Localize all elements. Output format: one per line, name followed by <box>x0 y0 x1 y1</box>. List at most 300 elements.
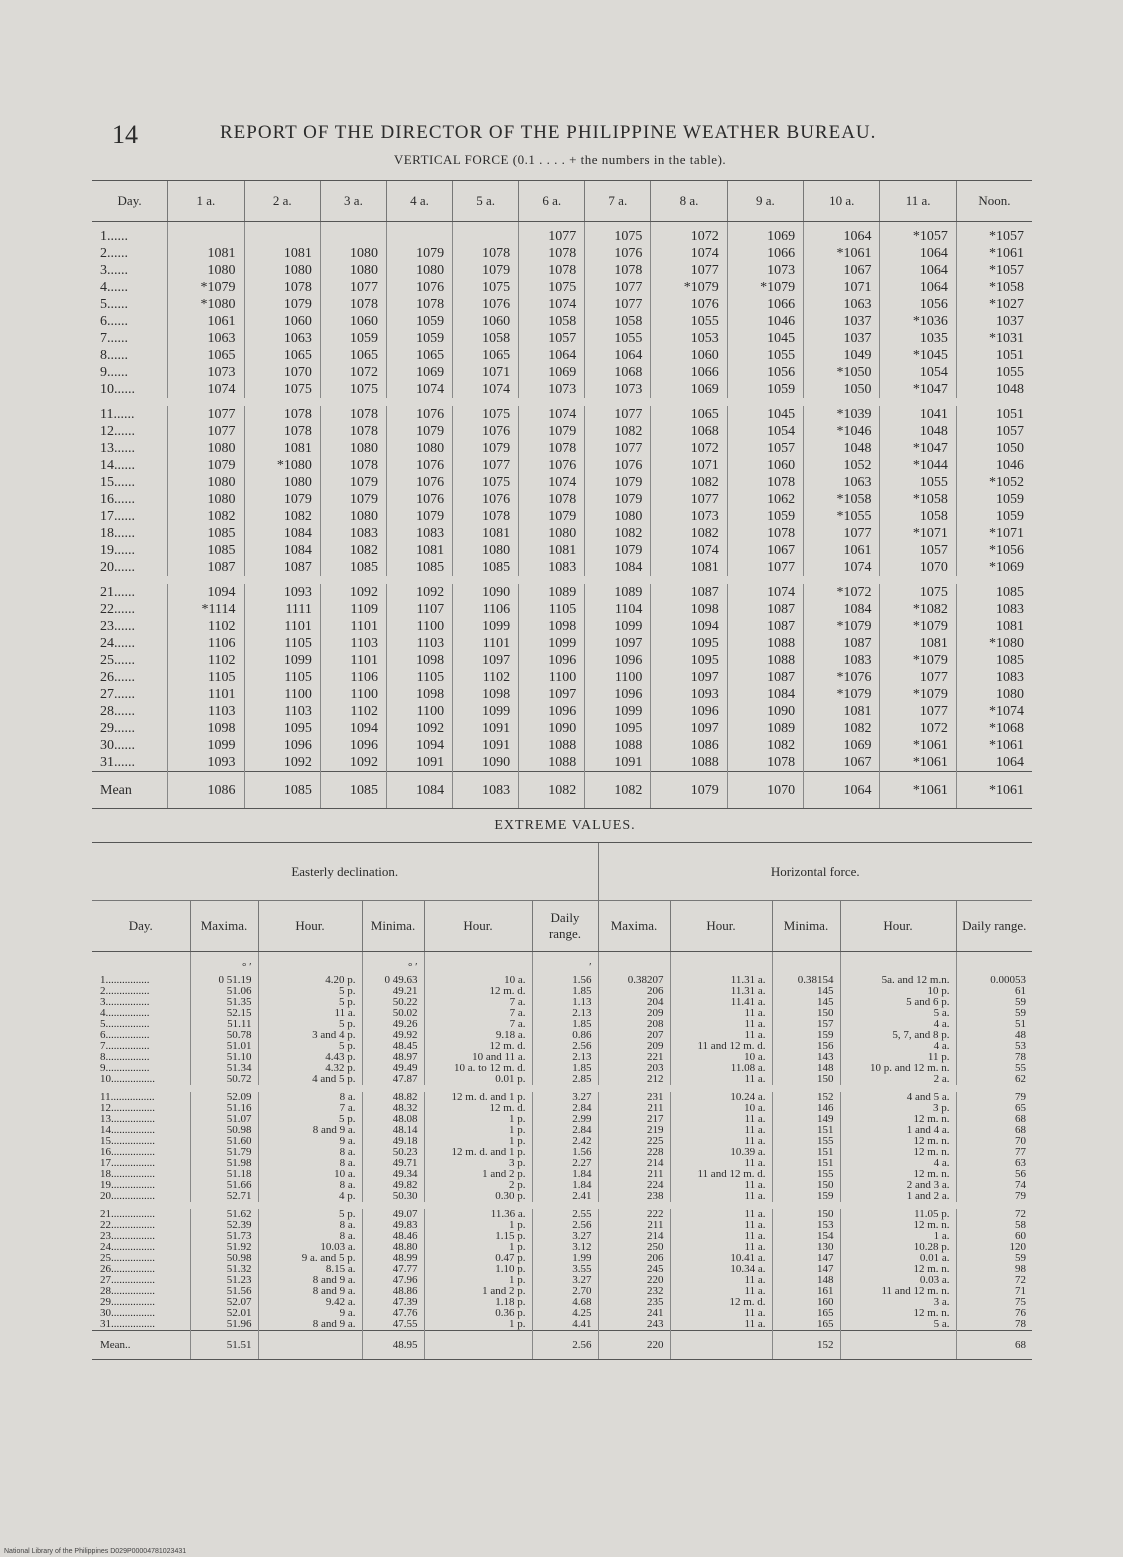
day-cell: 20................ <box>100 1190 155 1202</box>
day-cell: 7................ <box>100 1040 150 1052</box>
value-cell: 1065 <box>453 347 519 364</box>
value-cell: 11.36 a. <box>424 1209 532 1220</box>
value-cell: 207 <box>598 1030 670 1041</box>
extreme-values-body <box>92 952 1032 1360</box>
day-cell: 30................ <box>100 1307 155 1319</box>
value-cell: 157 <box>772 1019 840 1030</box>
value-cell: 51.23 <box>190 1275 258 1286</box>
day-cell: 29................ <box>100 1296 155 1308</box>
value-cell: 1079 <box>519 423 585 440</box>
value-cell: 152 <box>772 1092 840 1103</box>
table-row <box>92 406 1032 423</box>
value-cell: *1082 <box>880 601 956 618</box>
value-cell: 1055 <box>585 330 651 347</box>
value-cell: 59 <box>956 1253 1032 1264</box>
value-cell: 4.41 <box>532 1319 598 1331</box>
table-row <box>92 525 1032 542</box>
mean-value: 1085 <box>244 772 320 809</box>
value-cell: 1053 <box>651 330 727 347</box>
value-cell: 1085 <box>320 559 386 576</box>
value-cell: 1069 <box>651 381 727 398</box>
value-cell: 1060 <box>727 457 803 474</box>
value-cell: 150 <box>772 1180 840 1191</box>
value-cell: 1063 <box>168 330 244 347</box>
column-header: 11 a. <box>880 181 956 222</box>
value-cell: 8 and 9 a. <box>258 1125 362 1136</box>
value-cell: 1051 <box>956 406 1032 423</box>
value-cell: 1073 <box>727 262 803 279</box>
extreme-values-table-container <box>92 842 1032 1360</box>
value-cell: 1082 <box>320 542 386 559</box>
value-cell: 11.31 a. <box>670 986 772 997</box>
value-cell: 11 a. <box>670 1220 772 1231</box>
value-cell: 1077 <box>320 279 386 296</box>
value-cell: 1081 <box>244 440 320 457</box>
value-cell: 1077 <box>585 296 651 313</box>
value-cell: 1096 <box>585 652 651 669</box>
value-cell: 10.28 p. <box>840 1242 956 1253</box>
value-cell: 1058 <box>880 508 956 525</box>
table-row <box>92 703 1032 720</box>
value-cell: 1080 <box>386 262 452 279</box>
value-cell: 1098 <box>386 686 452 703</box>
value-cell: 4 a. <box>840 1019 956 1030</box>
day-cell: 24................ <box>100 1241 155 1253</box>
value-cell: 1074 <box>651 542 727 559</box>
table-row <box>92 584 1032 601</box>
value-cell: 1 and 2 a. <box>840 1191 956 1202</box>
value-cell: 5, 7, and 8 p. <box>840 1030 956 1041</box>
value-cell: 1082 <box>727 737 803 754</box>
value-cell: 4 p. <box>258 1191 362 1202</box>
value-cell: 2.55 <box>532 1209 598 1220</box>
value-cell: 1057 <box>727 440 803 457</box>
value-cell: 2.41 <box>532 1191 598 1202</box>
value-cell: 1.15 p. <box>424 1231 532 1242</box>
value-cell: 1056 <box>880 296 956 313</box>
value-cell: 1099 <box>585 618 651 635</box>
column-header: Daily range. <box>956 901 1032 952</box>
value-cell: 51.66 <box>190 1180 258 1191</box>
value-cell: 10 a. to 12 m. d. <box>424 1063 532 1074</box>
mean-value: *1061 <box>956 772 1032 809</box>
value-cell: 10 a. <box>670 1052 772 1063</box>
value-cell: 1087 <box>727 669 803 686</box>
value-cell: 1076 <box>651 296 727 313</box>
table-row <box>92 364 1032 381</box>
value-cell: 203 <box>598 1063 670 1074</box>
value-cell: 1105 <box>168 669 244 686</box>
value-cell: 5 a. <box>840 1008 956 1019</box>
row-gap <box>92 576 1032 584</box>
value-cell: 10.41 a. <box>670 1253 772 1264</box>
value-cell: 76 <box>956 1308 1032 1319</box>
value-cell: 1096 <box>651 703 727 720</box>
value-cell: 1074 <box>453 381 519 398</box>
value-cell: 1061 <box>804 542 880 559</box>
table-row <box>92 1319 1032 1331</box>
table-row <box>92 474 1032 491</box>
value-cell: 1102 <box>168 618 244 635</box>
value-cell: 204 <box>598 997 670 1008</box>
value-cell: 0 51.19 <box>190 975 258 986</box>
value-cell: 1096 <box>519 703 585 720</box>
page-number: 14 <box>112 120 138 149</box>
day-cell: 31...... <box>100 755 135 770</box>
day-cell: 15...... <box>100 475 135 490</box>
value-cell: 151 <box>772 1158 840 1169</box>
value-cell: 1.56 <box>532 975 598 986</box>
value-cell: 1077 <box>585 279 651 296</box>
value-cell: 3 a. <box>840 1297 956 1308</box>
value-cell: 0.38154 <box>772 975 840 986</box>
value-cell: 11 a. <box>670 1114 772 1125</box>
column-header: 5 a. <box>453 181 519 222</box>
column-header: Hour. <box>670 901 772 952</box>
value-cell: 11 and 12 m. d. <box>670 1169 772 1180</box>
value-cell: 1063 <box>244 330 320 347</box>
value-cell: 1069 <box>804 737 880 754</box>
value-cell: 165 <box>772 1319 840 1331</box>
value-cell: 56 <box>956 1169 1032 1180</box>
value-cell: 0.47 p. <box>424 1253 532 1264</box>
value-cell: 1064 <box>880 262 956 279</box>
value-cell: 1083 <box>320 525 386 542</box>
value-cell: 1035 <box>880 330 956 347</box>
value-cell <box>320 222 386 246</box>
value-cell: 1080 <box>320 245 386 262</box>
value-cell: 155 <box>772 1136 840 1147</box>
column-header: Hour. <box>840 901 956 952</box>
value-cell: 51.34 <box>190 1063 258 1074</box>
table-row <box>92 635 1032 652</box>
value-cell: *1079 <box>651 279 727 296</box>
value-cell: 1041 <box>880 406 956 423</box>
value-cell: 1066 <box>727 245 803 262</box>
value-cell: 235 <box>598 1297 670 1308</box>
value-cell <box>168 222 244 246</box>
value-cell: 1076 <box>386 474 452 491</box>
value-cell: 1091 <box>453 720 519 737</box>
value-cell: 1068 <box>585 364 651 381</box>
value-cell: 1078 <box>727 525 803 542</box>
value-cell: *1068 <box>956 720 1032 737</box>
value-cell: 1106 <box>168 635 244 652</box>
value-cell: 1093 <box>244 584 320 601</box>
value-cell: 1073 <box>168 364 244 381</box>
value-cell: 1082 <box>651 474 727 491</box>
value-cell: 3.12 <box>532 1242 598 1253</box>
value-cell: 7 a. <box>424 1019 532 1030</box>
value-cell: 11 and 12 m. n. <box>840 1286 956 1297</box>
value-cell: 1096 <box>585 686 651 703</box>
value-cell: 1081 <box>880 635 956 652</box>
value-cell: 1055 <box>880 474 956 491</box>
value-cell: 1080 <box>386 440 452 457</box>
value-cell: 98 <box>956 1264 1032 1275</box>
value-cell: 1092 <box>244 754 320 772</box>
value-cell: 78 <box>956 1052 1032 1063</box>
table-row <box>92 262 1032 279</box>
value-cell: 4.20 p. <box>258 975 362 986</box>
value-cell: 245 <box>598 1264 670 1275</box>
value-cell: 1074 <box>804 559 880 576</box>
value-cell: 1079 <box>453 440 519 457</box>
value-cell: 1078 <box>519 262 585 279</box>
value-cell: 50.02 <box>362 1008 424 1019</box>
day-cell: 15................ <box>100 1135 155 1147</box>
value-cell: 1046 <box>956 457 1032 474</box>
table-row <box>92 279 1032 296</box>
value-cell: 78 <box>956 1319 1032 1331</box>
value-cell: 1069 <box>519 364 585 381</box>
value-cell: 53 <box>956 1041 1032 1052</box>
day-cell: 12................ <box>100 1102 155 1114</box>
value-cell: 2.56 <box>532 1220 598 1231</box>
value-cell: 1080 <box>320 262 386 279</box>
value-cell: 0.86 <box>532 1030 598 1041</box>
value-cell: 1059 <box>956 508 1032 525</box>
column-header: Maxima. <box>598 901 670 952</box>
footer-stamp: National Library of the Philippines D029P00004781023431 <box>4 1548 187 1555</box>
value-cell: 1078 <box>453 508 519 525</box>
value-cell: 1.85 <box>532 1019 598 1030</box>
column-header: Day. <box>92 181 168 222</box>
value-cell: 51.16 <box>190 1103 258 1114</box>
value-cell: 1084 <box>727 686 803 703</box>
mean-row <box>92 1331 1032 1360</box>
table-row <box>92 720 1032 737</box>
value-cell: 153 <box>772 1220 840 1231</box>
mean-value: 1082 <box>585 772 651 809</box>
value-cell: 0.36 p. <box>424 1308 532 1319</box>
day-cell: 1................ <box>100 974 150 986</box>
value-cell: 1058 <box>585 313 651 330</box>
value-cell: 1077 <box>585 440 651 457</box>
value-cell: 68 <box>956 1125 1032 1136</box>
value-cell: 49.92 <box>362 1030 424 1041</box>
value-cell: 47.87 <box>362 1074 424 1085</box>
value-cell: 146 <box>772 1103 840 1114</box>
value-cell: 8.15 a. <box>258 1264 362 1275</box>
value-cell: 214 <box>598 1158 670 1169</box>
value-cell: 48.99 <box>362 1253 424 1264</box>
value-cell: 1085 <box>168 525 244 542</box>
value-cell: 222 <box>598 1209 670 1220</box>
value-cell: 8 a. <box>258 1147 362 1158</box>
value-cell: 3.27 <box>532 1231 598 1242</box>
value-cell: 1.10 p. <box>424 1264 532 1275</box>
value-cell: *1080 <box>168 296 244 313</box>
value-cell: 51.98 <box>190 1158 258 1169</box>
value-cell: 1064 <box>804 222 880 246</box>
value-cell: 50.22 <box>362 997 424 1008</box>
value-cell: 1093 <box>651 686 727 703</box>
value-cell: 1.99 <box>532 1253 598 1264</box>
value-cell: 58 <box>956 1220 1032 1231</box>
value-cell: 1078 <box>519 491 585 508</box>
value-cell: 1096 <box>244 737 320 754</box>
value-cell: 1107 <box>386 601 452 618</box>
value-cell: 209 <box>598 1041 670 1052</box>
value-cell: 1092 <box>386 720 452 737</box>
value-cell: 9 a. <box>258 1308 362 1319</box>
value-cell: *1079 <box>880 686 956 703</box>
table-row <box>92 381 1032 398</box>
vertical-force-table-container <box>92 180 1032 809</box>
value-cell: 1100 <box>320 686 386 703</box>
value-cell: 151 <box>772 1125 840 1136</box>
table-row <box>92 457 1032 474</box>
value-cell: 51.60 <box>190 1136 258 1147</box>
value-cell: 159 <box>772 1191 840 1202</box>
value-cell: 1109 <box>320 601 386 618</box>
value-cell: 1080 <box>453 542 519 559</box>
value-cell: 1084 <box>244 542 320 559</box>
value-cell: 1061 <box>168 313 244 330</box>
value-cell: 1076 <box>386 406 452 423</box>
day-cell: 1...... <box>100 229 128 244</box>
value-cell: 1078 <box>320 457 386 474</box>
value-cell: 1 p. <box>424 1319 532 1331</box>
value-cell: 1091 <box>386 754 452 772</box>
value-cell: 1060 <box>320 313 386 330</box>
value-cell: 147 <box>772 1264 840 1275</box>
value-cell: 1059 <box>727 381 803 398</box>
value-cell: 1037 <box>804 330 880 347</box>
value-cell: 161 <box>772 1286 840 1297</box>
value-cell: 11 a. <box>670 1308 772 1319</box>
table-row <box>92 347 1032 364</box>
value-cell: 10.39 a. <box>670 1147 772 1158</box>
value-cell: 48.14 <box>362 1125 424 1136</box>
value-cell: 11.05 p. <box>840 1209 956 1220</box>
value-cell: 1101 <box>168 686 244 703</box>
value-cell: *1047 <box>880 440 956 457</box>
value-cell: 71 <box>956 1286 1032 1297</box>
vertical-force-header-row <box>92 181 1032 222</box>
value-cell: 1105 <box>519 601 585 618</box>
value-cell: 1075 <box>880 584 956 601</box>
value-cell: 220 <box>598 1275 670 1286</box>
day-cell: 2...... <box>100 246 128 261</box>
value-cell: 51.56 <box>190 1286 258 1297</box>
value-cell: 49.83 <box>362 1220 424 1231</box>
value-cell: 1.13 <box>532 997 598 1008</box>
value-cell: 160 <box>772 1297 840 1308</box>
value-cell: 1065 <box>386 347 452 364</box>
value-cell: 1080 <box>320 440 386 457</box>
table-row <box>92 440 1032 457</box>
extreme-values-group-row <box>92 843 1032 901</box>
value-cell: 1.85 <box>532 1063 598 1074</box>
value-cell: 1074 <box>168 381 244 398</box>
value-cell: 1072 <box>651 222 727 246</box>
table-row <box>92 559 1032 576</box>
value-cell: 1094 <box>651 618 727 635</box>
day-cell: 17................ <box>100 1157 155 1169</box>
value-cell: 1079 <box>585 542 651 559</box>
mean-value: 152 <box>772 1331 840 1360</box>
value-cell: 1088 <box>519 737 585 754</box>
value-cell: 11 a. <box>670 1030 772 1041</box>
value-cell: *1072 <box>804 584 880 601</box>
value-cell: 1 p. <box>424 1220 532 1231</box>
value-cell: 1078 <box>585 262 651 279</box>
value-cell: 2 p. <box>424 1180 532 1191</box>
value-cell: 50.98 <box>190 1125 258 1136</box>
table-row <box>92 423 1032 440</box>
day-cell: 22...... <box>100 602 135 617</box>
value-cell: 1055 <box>956 364 1032 381</box>
value-cell: 5 and 6 p. <box>840 997 956 1008</box>
day-cell: 20...... <box>100 560 135 575</box>
value-cell: 11 a. <box>670 1008 772 1019</box>
value-cell: 1100 <box>386 703 452 720</box>
unit-cell <box>670 952 772 976</box>
value-cell: 11 a. <box>670 1019 772 1030</box>
value-cell: *1044 <box>880 457 956 474</box>
value-cell: 120 <box>956 1242 1032 1253</box>
value-cell: 5 p. <box>258 1114 362 1125</box>
value-cell: 1076 <box>519 457 585 474</box>
value-cell: 1104 <box>585 601 651 618</box>
table-row <box>92 313 1032 330</box>
value-cell: 1093 <box>168 754 244 772</box>
value-cell: 12 m. d. and 1 p. <box>424 1147 532 1158</box>
day-cell: 28................ <box>100 1285 155 1297</box>
value-cell: 1059 <box>320 330 386 347</box>
unit-cell <box>840 952 956 976</box>
value-cell: 0.03 a. <box>840 1275 956 1286</box>
value-cell: 1096 <box>320 737 386 754</box>
extreme-values-title: EXTREME VALUES. <box>494 818 636 833</box>
value-cell: 1097 <box>519 686 585 703</box>
column-header: Daily range. <box>532 901 598 952</box>
day-cell: 10................ <box>100 1073 155 1085</box>
value-cell: 1084 <box>585 559 651 576</box>
day-cell: 31................ <box>100 1318 155 1330</box>
value-cell: 1094 <box>320 720 386 737</box>
value-cell: 1081 <box>651 559 727 576</box>
value-cell: 1 a. <box>840 1231 956 1242</box>
value-cell: 11 a. <box>670 1275 772 1286</box>
value-cell: 1076 <box>386 491 452 508</box>
value-cell: 12 m. n. <box>840 1169 956 1180</box>
value-cell: *1079 <box>168 279 244 296</box>
value-cell: 4 a. <box>840 1158 956 1169</box>
column-header: Day. <box>92 901 190 952</box>
value-cell: 48.45 <box>362 1041 424 1052</box>
value-cell: *1080 <box>244 457 320 474</box>
value-cell: 1087 <box>651 584 727 601</box>
value-cell: 2.70 <box>532 1286 598 1297</box>
value-cell: *1071 <box>956 525 1032 542</box>
value-cell: 1099 <box>585 703 651 720</box>
value-cell: *1079 <box>804 686 880 703</box>
value-cell: 1085 <box>956 652 1032 669</box>
value-cell: 1063 <box>804 296 880 313</box>
value-cell: 211 <box>598 1169 670 1180</box>
unit-cell <box>92 952 190 976</box>
value-cell: 49.71 <box>362 1158 424 1169</box>
day-cell: 6...... <box>100 314 128 329</box>
value-cell: 1077 <box>880 703 956 720</box>
value-cell: 70 <box>956 1136 1032 1147</box>
value-cell: 1076 <box>585 457 651 474</box>
value-cell: *1069 <box>956 559 1032 576</box>
value-cell: 51.10 <box>190 1052 258 1063</box>
